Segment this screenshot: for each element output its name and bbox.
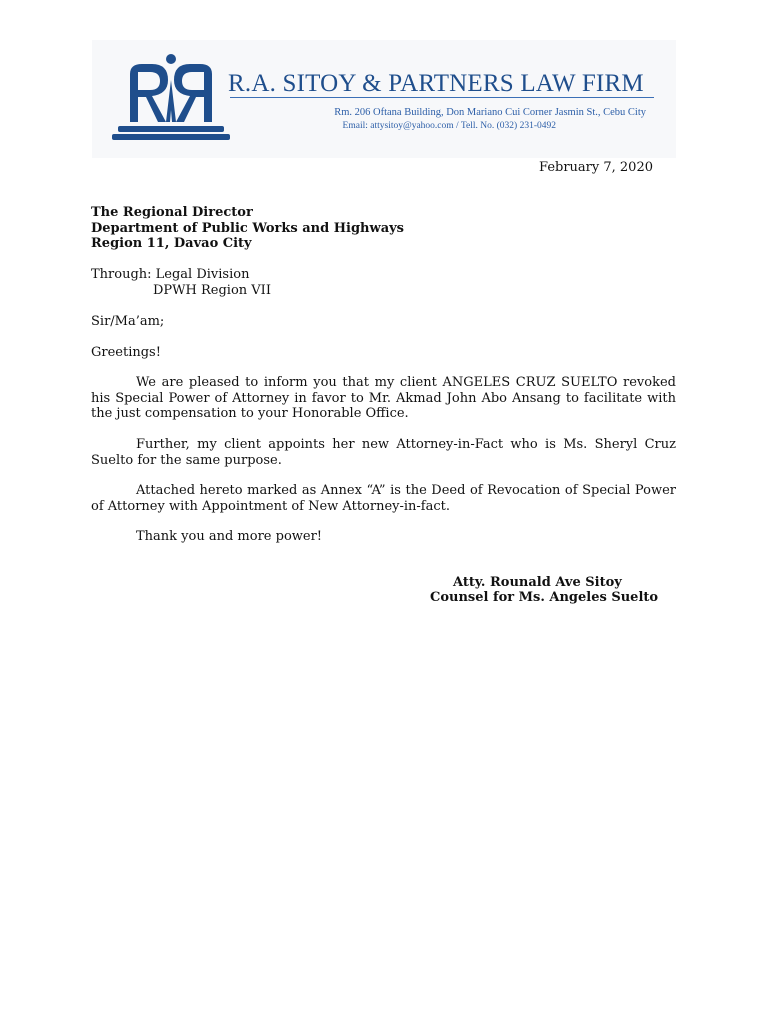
- paragraph-text: Further, my client appoints her new Attorney-in-Fact who is Ms. Sheryl Cruz Suelto for the same purpose.: [91, 437, 676, 468]
- through-line-2: DPWH Region VII: [153, 282, 271, 298]
- body-paragraph-1: [91, 375, 676, 422]
- body-paragraph-3: [91, 483, 676, 514]
- recipient-line-3: Region 11, Davao City: [91, 236, 252, 251]
- firm-contact: Email: attysitoy@yahoo.com / Tell. No. (032) 231-0492: [342, 121, 556, 131]
- firm-logo-icon: [108, 52, 234, 148]
- recipient-block: [91, 205, 676, 252]
- signature-name: Atty. Rounald Ave Sitoy: [453, 575, 622, 590]
- letterhead-divider: [230, 97, 654, 98]
- body-paragraph-2: [91, 437, 676, 468]
- through-block: [91, 267, 676, 298]
- salutation: Sir/Ma’am;: [91, 314, 165, 329]
- through-line-1: Through: Legal Division: [91, 267, 250, 282]
- letter-date: February 7, 2020: [539, 160, 653, 175]
- paragraph-text: Thank you and more power!: [136, 529, 323, 544]
- greeting: Greetings!: [91, 345, 161, 360]
- signature-title: Counsel for Ms. Angeles Suelto: [430, 590, 659, 605]
- firm-address: Rm. 206 Oftana Building, Don Mariano Cui Corner Jasmin St., Cebu City: [334, 107, 646, 118]
- recipient-line-2: Department of Public Works and Highways: [91, 220, 404, 236]
- paragraph-text: Attached hereto marked as Annex “A” is the Deed of Revocation of Special Power of Attorney with Appointment of New Attorney-in-fact.: [91, 483, 676, 514]
- letterhead: [92, 40, 676, 158]
- recipient-line-1: The Regional Director: [91, 205, 253, 220]
- firm-name: R.A. SITOY & PARTNERS LAW FIRM: [228, 70, 644, 97]
- paragraph-text: We are pleased to inform you that my client ANGELES CRUZ SUELTO revoked his Special Power of Attorney in favor to Mr. Akmad John Abo Ansang to facilitate with the just compensation to your Honorable Office.: [91, 375, 676, 421]
- body-paragraph-4: [91, 529, 676, 545]
